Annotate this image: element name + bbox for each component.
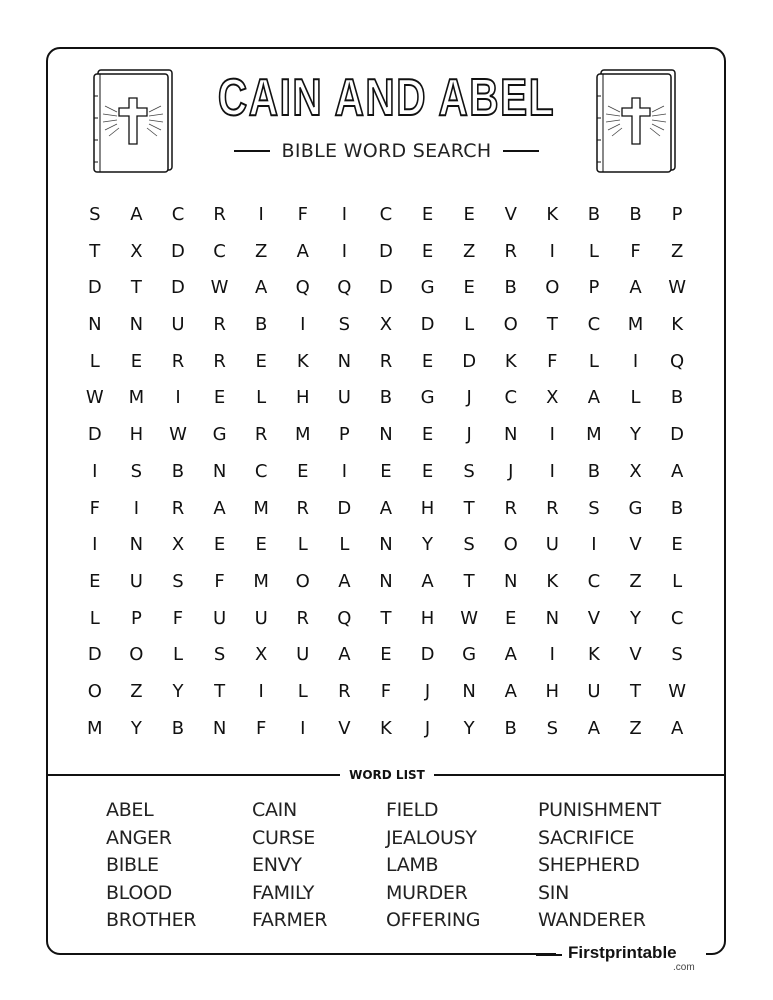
grid-cell[interactable]: U <box>296 644 310 666</box>
grid-cell[interactable]: U <box>337 387 351 409</box>
grid-cell[interactable]: V <box>504 204 517 225</box>
grid-cell[interactable]: Y <box>172 680 184 702</box>
grid-cell[interactable]: C <box>379 204 393 225</box>
grid-cell[interactable]: W <box>460 607 479 629</box>
grid-cell[interactable]: K <box>296 350 309 372</box>
grid-cell[interactable]: R <box>379 350 393 372</box>
grid-cell[interactable]: B <box>670 387 684 409</box>
grid-cell[interactable]: N <box>88 314 102 336</box>
grid-cell[interactable]: R <box>171 350 185 372</box>
grid-cell[interactable]: L <box>464 314 475 336</box>
grid-cell[interactable]: X <box>171 534 185 556</box>
grid-cell[interactable]: F <box>547 350 558 372</box>
grid-cell[interactable]: Q <box>337 277 352 299</box>
grid-cell[interactable]: X <box>629 460 642 482</box>
grid-cell[interactable]: G <box>462 644 477 666</box>
grid-cell[interactable]: L <box>630 387 641 409</box>
word-item: LAMB <box>386 854 439 876</box>
word-item: BROTHER <box>106 909 197 931</box>
grid-cell[interactable]: Z <box>255 240 268 262</box>
grid-cell[interactable]: I <box>549 240 555 262</box>
word-item: ANGER <box>106 826 172 849</box>
word-search-grid[interactable] <box>74 197 698 747</box>
grid-cell[interactable]: Z <box>130 680 143 702</box>
grid-cell[interactable]: A <box>670 717 684 739</box>
grid-cell[interactable]: G <box>628 497 643 519</box>
word-item: JEALOUSY <box>386 826 477 849</box>
grid-cell[interactable]: N <box>504 424 518 446</box>
word-item: SIN <box>538 881 569 904</box>
grid-cell[interactable]: Z <box>629 570 642 592</box>
grid-cell[interactable]: R <box>504 240 517 262</box>
grid-cell[interactable]: D <box>87 424 102 446</box>
grid-cell[interactable]: U <box>212 607 227 629</box>
divider <box>536 954 562 956</box>
brand-logo: Firstprintable <box>568 943 677 962</box>
grid-cell[interactable]: R <box>254 424 268 446</box>
grid-cell[interactable]: J <box>508 460 514 482</box>
grid-cell[interactable]: E <box>213 387 226 409</box>
grid-cell[interactable]: E <box>421 240 434 262</box>
grid-cell[interactable]: I <box>300 314 306 336</box>
grid-cell[interactable]: B <box>587 460 601 482</box>
grid-cell[interactable]: B <box>171 460 185 482</box>
grid-cell[interactable]: L <box>256 387 267 409</box>
grid-cell[interactable]: I <box>258 680 264 702</box>
grid-cell[interactable]: R <box>546 497 559 519</box>
grid-cell[interactable]: W <box>85 387 104 409</box>
grid-cell[interactable]: T <box>463 497 475 519</box>
divider <box>234 150 270 152</box>
word-item: FARMER <box>252 909 328 931</box>
grid-cell[interactable]: B <box>379 387 393 409</box>
grid-cell[interactable]: S <box>588 497 600 519</box>
word-item: SHEPHERD <box>538 854 640 876</box>
grid-cell[interactable]: D <box>379 240 393 262</box>
grid-cell[interactable]: N <box>379 424 393 446</box>
grid-cell[interactable]: E <box>255 534 267 556</box>
grid-cell[interactable]: E <box>380 460 392 482</box>
grid-cell[interactable]: A <box>379 497 393 519</box>
grid-cell[interactable]: Y <box>463 717 475 739</box>
grid-cell[interactable]: T <box>463 570 475 592</box>
grid-cell[interactable]: L <box>297 534 308 556</box>
grid-cell[interactable]: C <box>171 204 185 225</box>
grid-cell[interactable]: C <box>587 570 601 592</box>
grid-cell[interactable]: M <box>128 387 145 409</box>
word-item: WANDERER <box>538 909 646 931</box>
grid-cell[interactable]: L <box>588 350 599 372</box>
grid-cell[interactable]: V <box>587 607 601 629</box>
grid-cell[interactable]: R <box>338 680 351 702</box>
grid-cell[interactable]: Y <box>630 607 642 629</box>
word-item: MURDER <box>386 881 468 904</box>
grid-cell[interactable]: N <box>379 534 393 556</box>
grid-cell[interactable]: N <box>504 570 518 592</box>
grid-cell[interactable]: E <box>297 460 309 482</box>
grid-cell[interactable]: M <box>586 424 602 446</box>
grid-cell[interactable]: E <box>505 607 517 629</box>
grid-cell[interactable]: E <box>421 204 434 225</box>
grid-cell[interactable]: N <box>129 534 144 556</box>
grid-cell[interactable]: I <box>300 717 306 739</box>
grid-cell[interactable]: Q <box>337 607 352 629</box>
grid-cell[interactable]: N <box>337 350 352 372</box>
grid-cell[interactable]: V <box>629 644 642 666</box>
word-column <box>106 797 196 935</box>
word-item: PUNISHMENT <box>538 799 661 821</box>
grid-cell[interactable]: E <box>255 350 267 372</box>
grid-cell[interactable]: T <box>214 680 226 702</box>
grid-cell[interactable]: E <box>130 350 143 372</box>
grid-cell[interactable]: P <box>338 424 350 446</box>
grid-cell[interactable]: N <box>212 460 227 482</box>
grid-cell[interactable]: O <box>295 570 310 592</box>
grid-cell[interactable]: U <box>129 570 143 592</box>
grid-cell[interactable]: K <box>504 350 517 372</box>
grid-cell[interactable]: S <box>671 644 683 666</box>
grid-cell[interactable]: Y <box>422 534 434 556</box>
grid-cell[interactable]: J <box>466 424 472 446</box>
word-item: SACRIFICE <box>538 826 635 849</box>
grid-cell[interactable]: D <box>337 497 352 519</box>
grid-cell[interactable]: K <box>671 314 684 336</box>
grid-cell[interactable]: J <box>424 680 431 702</box>
grid-cell[interactable]: I <box>549 424 555 446</box>
grid-cell[interactable]: J <box>466 387 472 409</box>
grid-cell[interactable]: F <box>630 240 641 262</box>
word-item: FAMILY <box>252 881 315 904</box>
grid-cell[interactable]: A <box>338 644 351 666</box>
grid-cell[interactable]: G <box>420 277 435 299</box>
grid-cell[interactable]: L <box>672 570 683 592</box>
grid-cell[interactable]: K <box>588 644 600 666</box>
grid-cell[interactable]: E <box>671 534 683 556</box>
grid-cell[interactable]: C <box>254 460 268 482</box>
grid-cell[interactable]: V <box>338 717 351 739</box>
grid-cell[interactable]: P <box>588 277 600 299</box>
word-item: ABEL <box>106 799 154 821</box>
grid-cell[interactable]: L <box>339 534 350 556</box>
grid-cell[interactable]: A <box>338 570 351 592</box>
grid-cell[interactable]: K <box>380 717 392 739</box>
grid-cell[interactable]: F <box>172 607 184 629</box>
grid-cell[interactable]: I <box>591 534 597 556</box>
grid-cell[interactable]: O <box>545 277 560 299</box>
grid-cell[interactable]: I <box>341 240 348 262</box>
grid-cell[interactable]: R <box>171 497 185 519</box>
grid-cell[interactable]: O <box>503 534 518 556</box>
grid-cell[interactable]: K <box>546 204 559 225</box>
grid-cell[interactable]: T <box>630 680 642 702</box>
grid-cell[interactable]: R <box>213 314 226 336</box>
grid-cell[interactable]: J <box>424 717 431 739</box>
grid-cell[interactable]: X <box>546 387 559 409</box>
grid-cell[interactable]: B <box>670 497 684 519</box>
grid-cell[interactable]: Y <box>630 424 642 446</box>
grid-cell[interactable]: R <box>213 350 226 372</box>
grid-cell[interactable]: L <box>588 240 599 262</box>
word-item: FIELD <box>386 799 439 821</box>
grid-cell[interactable]: O <box>503 314 518 336</box>
grid-cell[interactable]: C <box>504 387 518 409</box>
grid-cell[interactable]: K <box>546 570 559 592</box>
grid-cell[interactable]: Y <box>130 717 142 739</box>
grid-cell[interactable]: B <box>504 717 517 739</box>
word-list-label: WORD LIST <box>340 766 434 784</box>
word-item: CURSE <box>252 826 315 849</box>
grid-cell[interactable]: C <box>587 314 601 336</box>
subtitle-text: BIBLE WORD SEARCH <box>281 140 492 162</box>
grid-cell[interactable]: A <box>255 277 268 299</box>
grid-cell[interactable]: E <box>421 424 434 446</box>
grid-cell[interactable]: U <box>545 534 559 556</box>
grid-cell[interactable]: F <box>89 497 100 519</box>
grid-cell[interactable]: I <box>632 350 639 372</box>
grid-cell[interactable]: O <box>129 644 144 666</box>
grid-cell[interactable]: D <box>87 644 102 666</box>
grid-cell[interactable]: L <box>89 607 100 629</box>
grid-cell[interactable]: W <box>169 424 187 446</box>
grid-cell[interactable]: E <box>421 460 434 482</box>
grid-cell[interactable]: A <box>130 204 143 225</box>
grid-cell[interactable]: L <box>172 644 183 666</box>
grid-cell[interactable]: D <box>171 277 185 299</box>
grid-cell[interactable]: M <box>87 717 103 739</box>
grid-cell[interactable]: S <box>463 534 475 556</box>
grid-cell[interactable]: E <box>213 534 226 556</box>
grid-cell[interactable]: H <box>420 497 435 519</box>
grid-cell[interactable]: W <box>210 277 229 299</box>
grid-cell[interactable]: L <box>297 680 308 702</box>
word-item: CAIN <box>252 799 297 821</box>
grid-cell[interactable]: S <box>213 644 226 666</box>
grid-cell[interactable]: W <box>668 680 687 702</box>
grid-cell[interactable]: N <box>129 314 144 336</box>
grid-cell[interactable]: A <box>213 497 226 519</box>
page-title: CAIN AND ABEL <box>217 69 556 127</box>
grid-cell[interactable]: D <box>420 644 435 666</box>
grid-cell[interactable]: G <box>420 387 435 409</box>
grid-cell[interactable]: T <box>546 314 558 336</box>
grid-cell[interactable]: B <box>171 717 185 739</box>
grid-cell[interactable]: D <box>379 277 393 299</box>
grid-cell[interactable]: D <box>171 240 185 262</box>
grid-cell[interactable]: L <box>89 350 100 372</box>
grid-cell[interactable]: Z <box>670 240 684 262</box>
word-column <box>538 797 661 935</box>
grid-cell[interactable]: Q <box>670 350 685 372</box>
grid-cell[interactable]: D <box>87 277 102 299</box>
grid-cell[interactable]: M <box>253 570 269 592</box>
grid-cell[interactable]: U <box>587 680 601 702</box>
grid-cell[interactable]: F <box>255 717 267 739</box>
word-item: BIBLE <box>106 854 159 876</box>
subtitle <box>150 140 623 162</box>
grid-cell[interactable]: H <box>295 387 310 409</box>
grid-cell[interactable]: I <box>549 460 555 482</box>
grid-cell[interactable]: N <box>545 607 560 629</box>
grid-cell[interactable]: N <box>462 680 476 702</box>
grid-cell[interactable]: I <box>549 644 555 666</box>
grid-cell[interactable]: D <box>670 424 685 446</box>
grid-cell[interactable]: B <box>629 204 642 225</box>
grid-cell[interactable]: Q <box>295 277 310 299</box>
grid-cell[interactable]: F <box>214 570 225 592</box>
grid-cell[interactable]: B <box>254 314 268 336</box>
grid-cell[interactable]: N <box>379 570 393 592</box>
grid-cell[interactable]: H <box>129 424 144 446</box>
grid-cell[interactable]: C <box>670 607 684 629</box>
grid-cell[interactable]: U <box>254 607 268 629</box>
word-item: ENVY <box>252 854 302 876</box>
grid-cell[interactable]: E <box>463 277 475 299</box>
grid-cell[interactable]: I <box>92 534 98 556</box>
grid-cell[interactable]: S <box>338 314 351 336</box>
grid-cell[interactable]: A <box>587 717 601 739</box>
grid-cell[interactable]: I <box>133 497 140 519</box>
grid-cell[interactable]: A <box>587 387 601 409</box>
grid-cell[interactable]: B <box>587 204 601 225</box>
grid-cell[interactable]: X <box>379 314 393 336</box>
grid-cell[interactable]: H <box>420 607 435 629</box>
grid-cell[interactable]: D <box>420 314 435 336</box>
grid-cell[interactable]: S <box>89 204 101 225</box>
grid-cell[interactable]: A <box>629 277 642 299</box>
grid-cell[interactable]: V <box>629 534 642 556</box>
grid-cell[interactable]: S <box>172 570 184 592</box>
word-item: BLOOD <box>106 881 172 904</box>
grid-cell[interactable]: I <box>175 387 181 409</box>
grid-cell[interactable]: R <box>296 497 310 519</box>
grid-cell[interactable]: A <box>296 240 309 262</box>
grid-cell[interactable]: X <box>130 240 143 262</box>
grid-cell[interactable]: A <box>421 570 434 592</box>
grid-cell[interactable]: A <box>670 460 684 482</box>
grid-cell[interactable]: I <box>341 460 348 482</box>
grid-cell[interactable]: A <box>504 644 517 666</box>
grid-cell[interactable]: N <box>212 717 227 739</box>
grid-cell[interactable]: Z <box>462 240 476 262</box>
grid-cell[interactable]: R <box>296 607 310 629</box>
word-item: OFFERING <box>386 909 481 931</box>
grid-cell[interactable]: Z <box>629 717 642 739</box>
grid-cell[interactable]: I <box>258 204 264 225</box>
grid-cell[interactable]: E <box>380 644 392 666</box>
grid-cell[interactable]: X <box>255 644 268 666</box>
grid-cell[interactable]: S <box>130 460 143 482</box>
brand-domain: .com <box>673 962 695 973</box>
grid-cell[interactable]: H <box>545 680 560 702</box>
grid-cell[interactable]: E <box>421 350 434 372</box>
grid-cell[interactable]: I <box>92 460 98 482</box>
word-column <box>386 797 480 935</box>
grid-cell[interactable]: E <box>463 204 475 225</box>
grid-cell[interactable]: W <box>668 277 687 299</box>
grid-cell[interactable]: E <box>89 570 101 592</box>
grid-cell[interactable]: S <box>546 717 559 739</box>
word-column <box>252 797 327 935</box>
grid-cell[interactable]: U <box>171 314 185 336</box>
grid-cell[interactable]: I <box>341 204 348 225</box>
grid-cell[interactable]: O <box>87 680 102 702</box>
grid-cell[interactable]: T <box>130 277 142 299</box>
grid-cell[interactable]: T <box>89 240 101 262</box>
grid-cell[interactable]: M <box>253 497 269 519</box>
grid-cell[interactable]: C <box>213 240 226 262</box>
grid-cell[interactable]: S <box>463 460 475 482</box>
grid-cell[interactable]: B <box>504 277 517 299</box>
grid-cell[interactable]: G <box>212 424 227 446</box>
grid-cell[interactable]: M <box>295 424 311 446</box>
grid-cell[interactable]: R <box>213 204 226 225</box>
grid-cell[interactable]: T <box>380 607 392 629</box>
grid-cell[interactable]: D <box>462 350 477 372</box>
grid-cell[interactable]: F <box>297 204 308 225</box>
grid-cell[interactable]: M <box>627 314 644 336</box>
grid-cell[interactable]: A <box>504 680 517 702</box>
grid-cell[interactable]: P <box>130 607 142 629</box>
divider <box>503 150 539 152</box>
grid-cell[interactable]: F <box>380 680 392 702</box>
grid-cell[interactable]: P <box>671 204 683 225</box>
grid-cell[interactable]: R <box>504 497 517 519</box>
